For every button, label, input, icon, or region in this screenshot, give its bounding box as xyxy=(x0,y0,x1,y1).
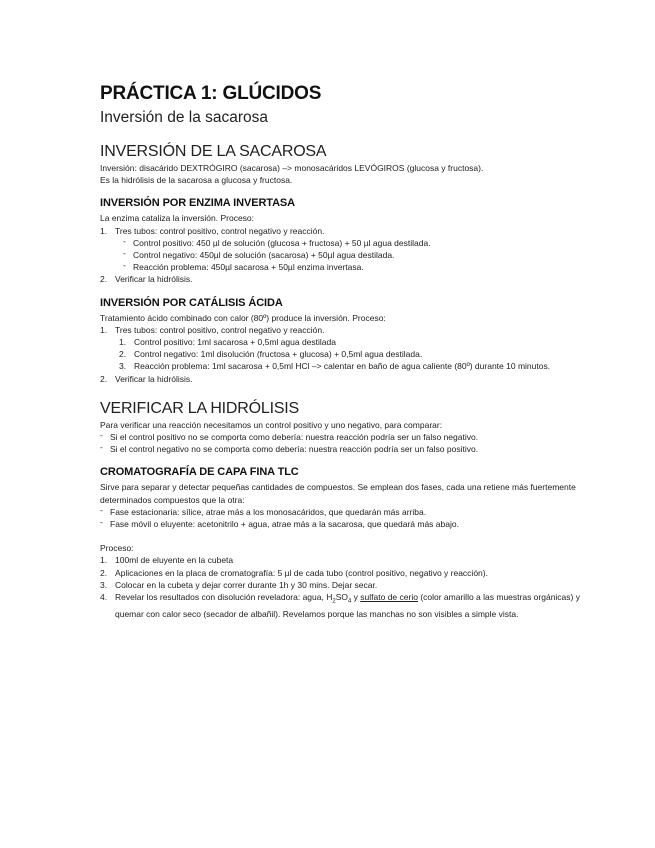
catalisis-substeps xyxy=(115,336,595,373)
list-item xyxy=(100,591,595,620)
step4-text-so: SO xyxy=(335,592,348,603)
paragraph-hidrolisis: Es la hidrólisis de la sacarosa a glucosa y fructosa. xyxy=(100,175,293,186)
list-item: 1. Control positivo: 1ml sacarosa + 0,5ml agua destilada xyxy=(119,336,595,348)
list-item: 1. 100ml de eluyente en la cubeta xyxy=(100,554,595,566)
list-item: - Reacción problema: 450µl sacarosa + 50µl enzima invertasa. xyxy=(123,261,595,273)
section-heading-invertasa: INVERSIÓN POR ENZIMA INVERTASA xyxy=(100,197,296,210)
page-title: PRÁCTICA 1: GLÚCIDOS xyxy=(100,83,322,104)
invertasa-substeps xyxy=(115,237,595,274)
verificar-list xyxy=(100,431,595,455)
section-heading-verificar: VERIFICAR LA HIDRÓLISIS xyxy=(100,399,300,417)
list-item-text: Tres tubos: control positivo, control negativo y reacción. xyxy=(115,324,325,335)
list-item: 2. Control negativo: 1ml disolución (fructosa + glucosa) + 0,5ml agua destilada. xyxy=(119,348,595,360)
page-subtitle: Inversión de la sacarosa xyxy=(100,109,269,126)
list-item: 3. Reacción problema: 1ml sacarosa + 0,5ml HCl –> calentar en baño de agua caliente (80º) durante 10 minutos. xyxy=(119,360,595,372)
tlc-phases-list xyxy=(100,506,595,530)
paragraph-invertasa-intro: La enzima cataliza la inversión. Proceso: xyxy=(100,213,255,224)
list-item xyxy=(100,225,595,274)
section-heading-tlc: CROMATOGRAFÍA DE CAPA FINA TLC xyxy=(100,466,299,479)
paragraph-verificar-intro: Para verificar una reacción necesitamos un control positivo y uno negativo, para comparar: xyxy=(100,419,443,430)
section-heading-catalisis: INVERSIÓN POR CATÁLISIS ÁCIDA xyxy=(100,296,283,309)
list-item: - Si el control positivo no se comporta como debería: nuestra reacción podría ser un falso negativo. xyxy=(100,431,595,443)
paragraph-catalisis-intro: Tratamiento ácido combinado con calor (80º) produce la inversión. Proceso: xyxy=(100,312,386,323)
list-item: - Control negativo: 450µl de solución (sacarosa) + 50µl agua destilada. xyxy=(123,249,595,261)
list-item xyxy=(100,324,595,373)
tlc-steps xyxy=(100,554,595,620)
paragraph-tlc-intro: Sirve para separar y detectar pequeñas cantidades de compuestos. Se emplean dos fases, cada una retiene más fuertemente determinados compuestos que la otra: xyxy=(100,482,576,505)
paragraph-inversion-def: Inversión: disacárido DEXTRÓGIRO (sacarosa) –> monosacáridos LEVÓGIROS (glucosa y fructosa). xyxy=(100,163,484,173)
list-item: - Si el control negativo no se comporta como debería: nuestra reacción podría ser un falso positivo. xyxy=(100,443,595,455)
subscript-2: 2 xyxy=(332,598,336,605)
list-item: 2. Verificar la hidrólisis. xyxy=(100,373,595,385)
subscript-4: 4 xyxy=(347,598,352,605)
step4-text-post: (color amarillo a las muestras orgánicas) y quemar con calor seco (secador de albañil). Revelamos porque las manchas no son visibles a simple vista. xyxy=(115,592,580,619)
invertasa-steps xyxy=(100,225,595,286)
section-heading-inversion: INVERSIÓN DE LA SACAROSA xyxy=(100,143,327,160)
sulfato-de-cerio-link[interactable]: sulfato de cerio xyxy=(360,592,418,603)
step4-text-pre: Revelar los resultados con disolución reveladora: agua, H xyxy=(115,592,333,603)
paragraph-proceso-label: Proceso: xyxy=(100,543,134,554)
list-item: - Control positivo: 450 µl de solución (glucosa + fructosa) + 50 µl agua destilada. xyxy=(123,237,595,249)
step4-text-y: y xyxy=(351,592,361,603)
list-item: - Fase móvil o eluyente: acetonitrilo + agua, atrae más a la sacarosa, que quedará más abajo. xyxy=(100,518,595,530)
list-item: - Fase estacionaria: sílice, atrae más a los monosacáridos, que quedarán más arriba. xyxy=(100,506,595,518)
list-item-text: Tres tubos: control positivo, control negativo y reacción. xyxy=(115,225,325,236)
list-item: 2. Aplicaciones en la placa de cromatografía: 5 µl de cada tubo (control positivo, negativo y reacción). xyxy=(100,567,595,579)
list-item: 2. Verificar la hidrólisis. xyxy=(100,273,595,285)
catalisis-steps xyxy=(100,324,595,385)
list-item: 3. Colocar en la cubeta y dejar correr durante 1h y 30 mins. Dejar secar. xyxy=(100,579,595,591)
